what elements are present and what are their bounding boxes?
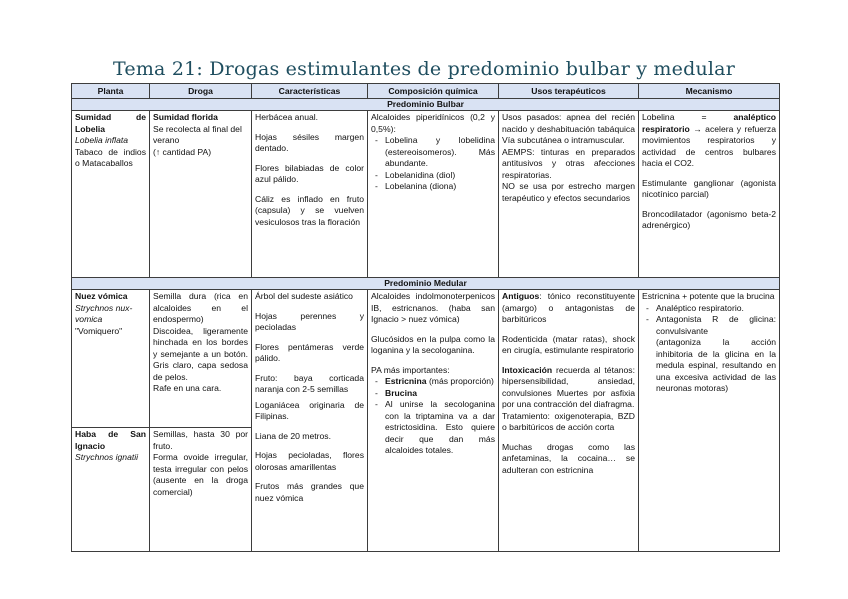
char-text: Herbácea anual. bbox=[255, 112, 319, 122]
cell-droga bbox=[150, 290, 252, 428]
uses-text: Usos pasados: apnea del recién nacido y deshabituación tabáquica Vía subcutánea o intramuscular. bbox=[502, 112, 635, 145]
plant-scientific-name: Strychnos nux-vomica bbox=[75, 302, 133, 324]
cell-mecanismo bbox=[639, 111, 780, 278]
table-row-nuez-vomica bbox=[72, 290, 780, 428]
plant-name: Haba de San Ignacio bbox=[75, 429, 146, 451]
mechanism-list bbox=[642, 303, 776, 338]
mechanism-text: Lobelina = analéptico respiratorio → acelera y refuerza movimientos respiratorios y actividad de centros bulbares hacia el CO2. bbox=[642, 112, 776, 168]
comp-text: PA más importantes: bbox=[371, 364, 450, 375]
plant-common-name: "Vomiquero" bbox=[75, 325, 123, 336]
char-text: Flores pentámeras verde pálido. bbox=[255, 341, 364, 363]
drug-title: Sumidad florida bbox=[153, 112, 218, 122]
header-mecanismo: Mecanismo bbox=[639, 84, 780, 99]
cell-planta bbox=[72, 111, 150, 278]
plant-common-name: Tabaco de indios o Matacaballos bbox=[75, 146, 146, 168]
list-item: - Analéptico respiratorio. bbox=[656, 303, 776, 315]
char-text: Liana de 20 metros. bbox=[255, 430, 331, 441]
comp-list bbox=[371, 135, 495, 193]
cell-planta bbox=[72, 428, 150, 552]
section-row-bulbar bbox=[72, 99, 780, 111]
uses-text: Rodenticida (matar ratas), shock en cirugía, estimulante respiratorio bbox=[502, 333, 635, 355]
char-text: Frutos más grandes que nuez vómica bbox=[255, 481, 364, 503]
char-text: Hojas sésiles margen dentado. bbox=[255, 131, 364, 153]
mechanism-text: Estricnina + potente que la brucina bbox=[642, 291, 775, 301]
uses-text: Muchas drogas como las anfetaminas, la cocaina… se adulteran con estricnina bbox=[502, 441, 635, 475]
mechanism-text: Estimulante ganglionar (agonista nicotínico parcial) bbox=[642, 177, 776, 199]
char-text: Árbol del sudeste asiático bbox=[255, 291, 353, 301]
list-item: - Al unirse la secologanina con la triptamina va a dar estrictosidina. Esto quiere decir que dan más alcaloides totales. bbox=[385, 399, 495, 457]
drug-text: Forma ovoide irregular, testa irregular con pelos (ausente en la droga comercial) bbox=[153, 452, 248, 497]
drug-text: Semillas, hasta 30 por fruto. bbox=[153, 429, 248, 451]
drug-text: Se recolecta al final del verano bbox=[153, 123, 242, 145]
drug-table bbox=[71, 83, 780, 552]
plant-name: Sumidad de Lobelia bbox=[75, 112, 146, 134]
table-header-row bbox=[72, 84, 780, 99]
cell-composicion bbox=[368, 111, 499, 278]
cell-usos bbox=[499, 111, 639, 278]
header-caracteristicas: Características bbox=[252, 84, 368, 99]
comp-text: Alcaloides indolmonoterpenicos IB, estricnanos. (haba san Ignacio > nuez vómica) bbox=[371, 291, 495, 324]
list-item: - Antagonista R de glicina: convulsivante bbox=[656, 314, 776, 337]
section-medular: Predominio Medular bbox=[72, 278, 780, 290]
cell-planta bbox=[72, 290, 150, 428]
uses-text: Antiguos: tónico reconstituyente (amargo) o antagonistas de barbitúricos bbox=[502, 291, 635, 324]
char-text: Hojas pecioladas, flores olorosas amarillentas bbox=[255, 450, 364, 472]
char-text: Loganiácea originaria de Filipinas. bbox=[255, 399, 364, 421]
drug-text: Rafe en una cara. bbox=[153, 383, 222, 393]
char-text: Fruto: baya corticada naranja con 2-5 semillas bbox=[255, 372, 364, 394]
uses-text: Tratamiento: oxigenoterapia, BZD o barbitúricos de acción corta bbox=[502, 410, 635, 432]
plant-name: Nuez vómica bbox=[75, 291, 128, 301]
cell-caracteristicas bbox=[252, 111, 368, 278]
cell-droga bbox=[150, 111, 252, 278]
cell-droga bbox=[150, 428, 252, 552]
header-planta: Planta bbox=[72, 84, 150, 99]
char-text: Hojas perennes y pecioladas bbox=[255, 310, 364, 332]
mechanism-text: Broncodilatador (agonismo beta-2 adrenérgico) bbox=[642, 208, 776, 230]
cell-caracteristicas bbox=[252, 290, 368, 552]
comp-intro: Alcaloides piperidínicos (0,2 y 0,5%): bbox=[371, 112, 495, 134]
table-row-lobelia bbox=[72, 111, 780, 278]
page-title: Tema 21: Drogas estimulantes de predominio bulbar y medular bbox=[113, 58, 735, 80]
uses-text: AEMPS: tinturas en preparados antitusivos y otras afecciones respiratorias. bbox=[502, 146, 635, 180]
list-item: - Brucina bbox=[385, 388, 495, 400]
drug-note: (↑ cantidad PA) bbox=[153, 146, 212, 157]
uses-text: Intoxicación recuerda al tétanos: hipersensibilidad, ansiedad, convulsiones Muertes por asfixia por una contracción del diafragma. bbox=[502, 364, 635, 409]
char-text: Flores bilabiadas de color azul pálido. bbox=[255, 162, 364, 184]
drug-text: Semilla dura (rica en alcaloides en el endospermo) bbox=[153, 291, 248, 324]
cell-mecanismo bbox=[639, 290, 780, 552]
plant-scientific-name: Lobelia inflata bbox=[75, 135, 129, 145]
section-bulbar: Predominio Bulbar bbox=[72, 99, 780, 111]
header-usos: Usos terapéuticos bbox=[499, 84, 639, 99]
header-composicion: Composición química bbox=[368, 84, 499, 99]
list-item: - Lobelina y lobelidina (estereoisomeros). Más abundante. bbox=[385, 135, 495, 170]
comp-text: Glucósidos en la pulpa como la loganina y la secologanina. bbox=[371, 333, 495, 355]
char-text: Cáliz es inflado en fruto (capsula) y se vuelven vesiculosos tras la floración bbox=[255, 193, 364, 227]
plant-scientific-name: Strychnos ignatii bbox=[75, 452, 139, 462]
list-item: - Lobelanidina (diol) bbox=[385, 170, 495, 182]
list-item: - Estricnina (más proporción) bbox=[385, 376, 495, 388]
drug-text: Discoidea, ligeramente hinchada en los bordes y semejante a un botón. Gris claro, capa sedosa de pelos. bbox=[153, 325, 248, 382]
list-item: - Lobelanina (diona) bbox=[385, 181, 495, 193]
uses-text: NO se usa por estrecho margen terapéutico y efectos secundarios bbox=[502, 181, 635, 203]
comp-list bbox=[371, 376, 495, 457]
section-row-medular bbox=[72, 278, 780, 290]
mechanism-text: (antagoniza la acción inhibitoria de la glicina en la medula espinal, resultando en una excesiva actividad de las neuronas motoras) bbox=[656, 337, 776, 393]
header-droga: Droga bbox=[150, 84, 252, 99]
cell-composicion bbox=[368, 290, 499, 552]
cell-usos bbox=[499, 290, 639, 552]
